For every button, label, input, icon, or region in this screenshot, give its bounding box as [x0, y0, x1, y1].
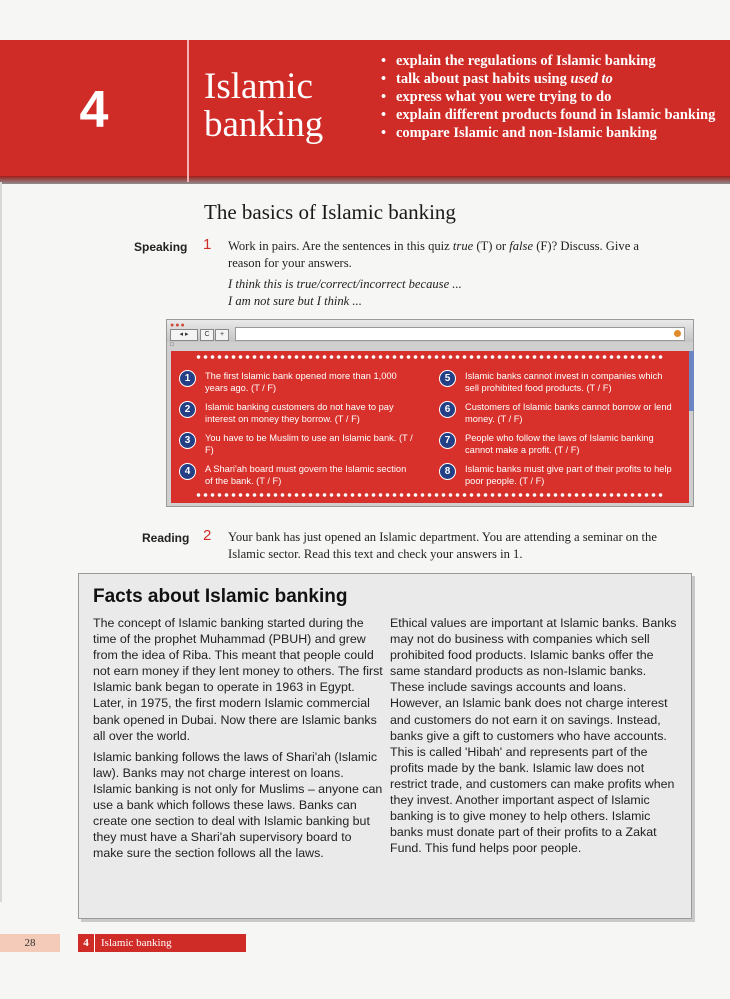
objective-italic: used to — [570, 71, 613, 87]
unit-number: 4 — [79, 81, 109, 139]
unit-objectives-list — [378, 52, 723, 142]
article-title: Facts about Islamic banking — [93, 586, 348, 607]
add-tab-button[interactable]: + — [215, 329, 229, 341]
page-number: 28 — [0, 934, 60, 952]
browser-toolbar — [167, 320, 693, 342]
reading-instructions: Your bank has just opened an Islamic department. You are attending a seminar on the Islamic sector. Read this text and check your answers in 1. — [228, 530, 657, 561]
objective-text: talk about past habits using — [396, 71, 571, 87]
speaking-useful-phrases — [228, 276, 668, 310]
quiz-number-badge: 1 — [179, 370, 196, 387]
article-column-left — [93, 615, 383, 866]
unit-title — [204, 68, 364, 144]
quiz-number-badge: 4 — [179, 463, 196, 480]
speaking-true-word: true — [452, 239, 474, 253]
refresh-button[interactable]: C — [200, 329, 214, 341]
objective-item: • compare Islamic and non-Islamic banking — [378, 124, 723, 142]
section-title: The basics of Islamic banking — [204, 200, 456, 224]
objective-item: • express what you were trying to do — [378, 88, 723, 106]
quiz-statement: You have to be Muslim to use an Islamic bank. (T / F) — [205, 433, 413, 455]
quiz-number-badge: 6 — [439, 401, 456, 418]
reading-label: Reading — [142, 531, 190, 545]
quiz-statement: Islamic banks cannot invest in companies which sell prohibited food products. (T / F) — [465, 371, 663, 393]
back-forward-button[interactable]: ◂ ▸ — [170, 329, 198, 341]
speaking-text: (T) or — [473, 239, 510, 253]
unit-title-line1: Islamic — [204, 66, 313, 107]
quiz-statement: A Shari'ah board must govern the Islamic section of the bank. (T / F) — [205, 464, 407, 486]
objective-item: • explain the regulations of Islamic banking — [378, 52, 723, 70]
footer-unit-bar — [78, 934, 246, 952]
speaking-label: Speaking — [134, 240, 188, 254]
objective-item: • explain different products found in Islamic banking — [378, 106, 723, 124]
rss-icon[interactable] — [674, 330, 681, 337]
quiz-statement: The first Islamic bank opened more than 1,000 years ago. (T / F) — [205, 371, 397, 393]
quiz-panel — [171, 351, 689, 503]
quiz-statement: Islamic banking customers do not have to pay interest on money they borrow. (T / F) — [205, 402, 394, 424]
article-paragraph: The concept of Islamic banking started during the time of the prophet Muhammad (PBUH) and grew from the idea of Riba. This meant that people could not earn money if they lent money to others. The first Islamic bank began to operate in 1963 in Egypt. Later, in 1975, the first modern Islamic commercial bank opened in Dubai. Now there are Islamic banks all over the world. — [93, 616, 383, 743]
quiz-statement: People who follow the laws of Islamic banking cannot make a profit. (T / F) — [465, 433, 654, 455]
speaking-false-word: false — [509, 239, 534, 253]
quiz-browser-window — [166, 319, 694, 507]
speaking-text: Work in pairs. Are the sentences in this quiz — [228, 239, 453, 253]
speaking-text: (F)? Discuss. Give a reason for your answers. — [228, 239, 640, 270]
window-controls-icon[interactable]: ●●● — [170, 321, 186, 329]
reading-task-number: 2 — [203, 527, 212, 544]
dotted-border-bottom — [195, 492, 665, 498]
objective-item — [378, 70, 723, 88]
useful-phrase: I am not sure but I think ... — [228, 294, 362, 308]
quiz-number-badge: 5 — [439, 370, 456, 387]
quiz-number-badge: 8 — [439, 463, 456, 480]
quiz-number-badge: 3 — [179, 432, 196, 449]
quiz-number-badge: 7 — [439, 432, 456, 449]
article-column-right — [390, 615, 680, 861]
quiz-statement: Islamic banks must give part of their profits to help poor people. (T / F) — [465, 464, 672, 486]
article-paragraph: Ethical values are important at Islamic banks. Banks may not do business with companies which sell prohibited food products. Islamic banks offer the same standard products as non-Islamic banks. These include savings accounts and loans. However, an Islamic bank does not charge interest and customers do not earn it on savings. Instead, banks give a gift to customers who have accounts. This is called 'Hibah' and represents part of the profits made by the bank. Islamic law does not restrict trade, and customers can make profits when they invest. Another important aspect of Islamic banking is to give money to help others. Islamic banks must donate part of their profits to a Zakat Fund. This fund helps poor people. — [390, 616, 677, 856]
unit-title-line2: banking — [204, 104, 324, 145]
footer-unit-title: Islamic banking — [101, 937, 172, 949]
header-divider — [187, 40, 189, 182]
dotted-border-top — [195, 354, 665, 360]
quiz-number-badge: 2 — [179, 401, 196, 418]
reading-text-box — [78, 573, 692, 919]
article-paragraph: Islamic banking follows the laws of Shari'ah (Islamic law). Banks may not charge interest on loans. Islamic banking is not only for Muslims – anyone can use a bank which follows these laws. Banks can create one section to deal with Islamic banking but they must have a Shari'ah supervisory board to make sure the section follows all the laws. — [93, 749, 383, 861]
page-left-rule — [0, 182, 2, 902]
address-bar[interactable] — [235, 327, 685, 341]
speaking-task-number: 1 — [203, 236, 212, 253]
bookmarks-icon[interactable]: □ — [170, 342, 174, 348]
scrollbar[interactable] — [689, 351, 694, 411]
speaking-instructions — [228, 238, 668, 272]
footer-unit-number: 4 — [78, 934, 95, 952]
useful-phrase: I think this is true/correct/incorrect because ... — [228, 277, 462, 291]
quiz-statement: Customers of Islamic banks cannot borrow or lend money. (T / F) — [465, 402, 672, 424]
